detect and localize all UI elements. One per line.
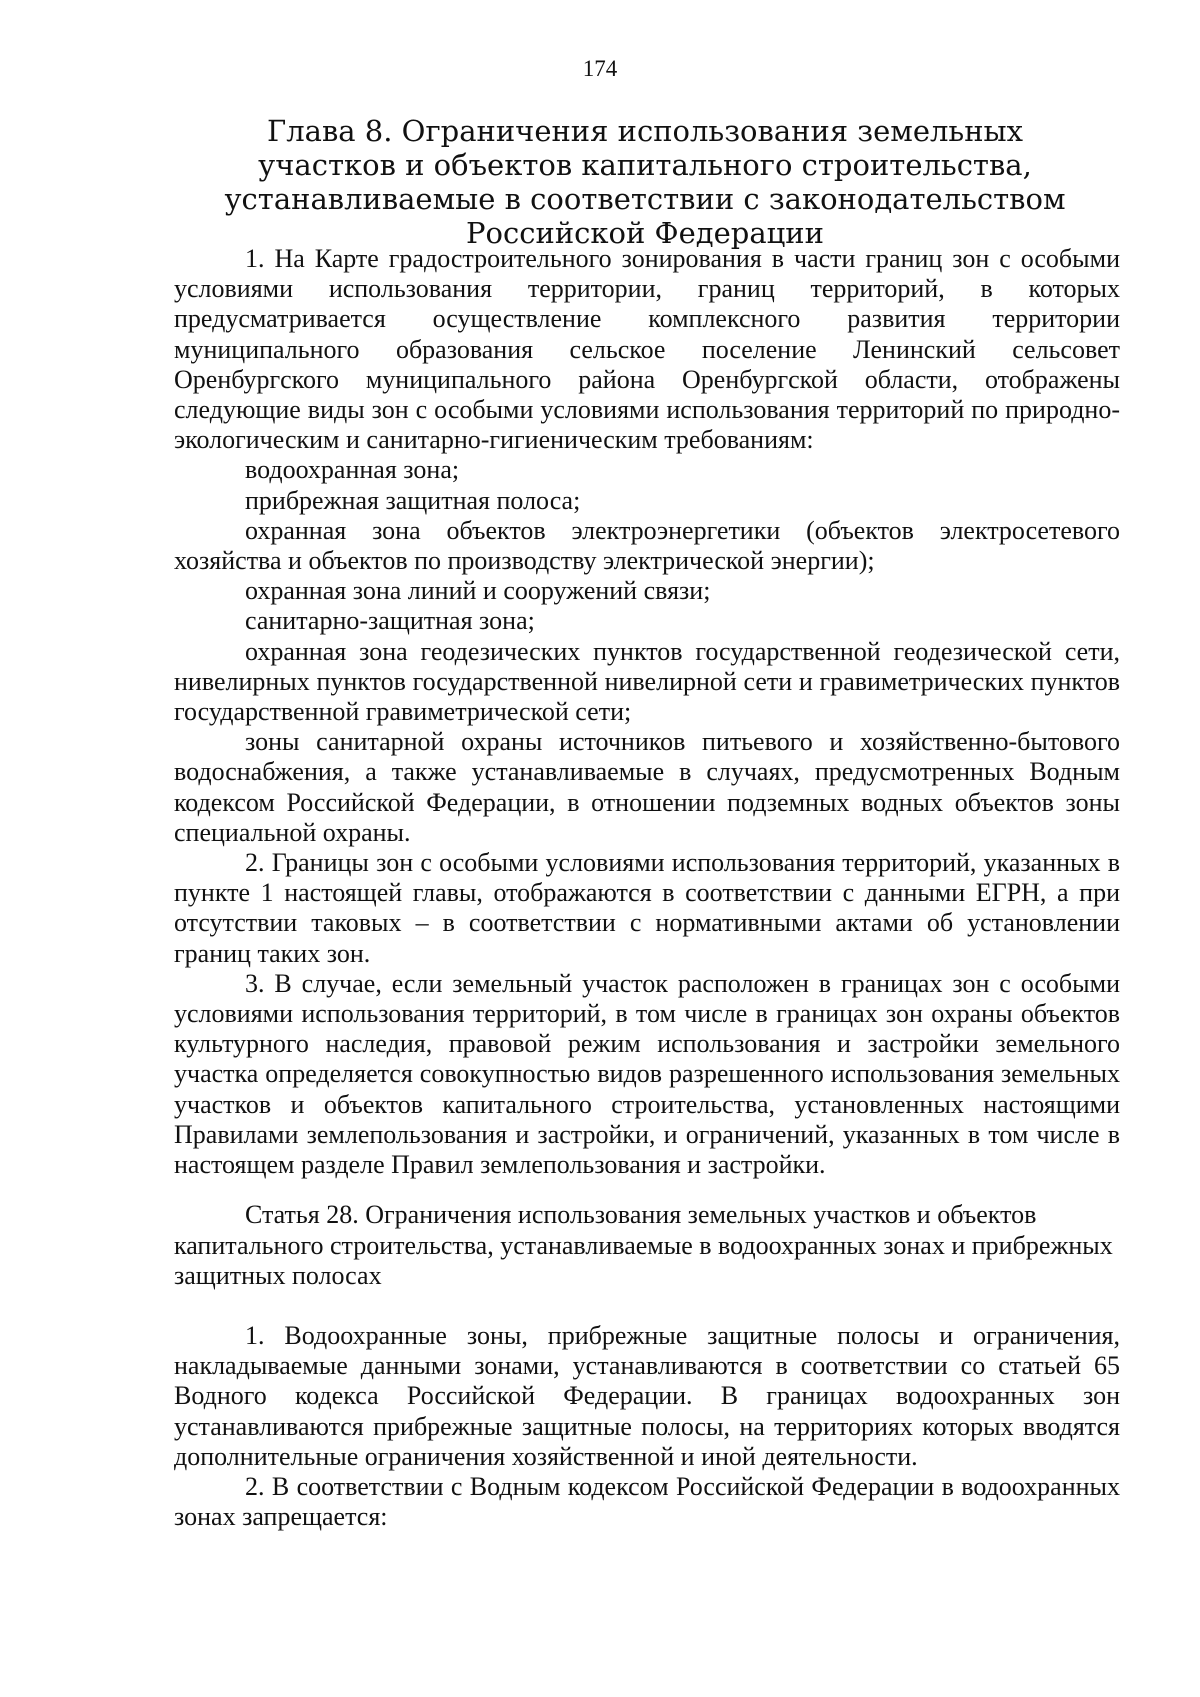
document-body (174, 244, 1120, 1532)
list-item-water-protection-zone: водоохранная зона; (245, 455, 460, 485)
article-paragraph-1: 1. Водоохранные зоны, прибрежные защитные полосы и ограничения, накладываемые данными зонами, устанавливаются в соответствии со статьей 65 Водного кодекса Российской Федерации. В границах водоохранных зон устанавливаются прибрежные защитные полосы, на территориях которых вводятся дополнительные ограничения хозяйственной и иной деятельности. (174, 1320, 1120, 1471)
list-item-coastal-strip: прибрежная защитная полоса; (245, 485, 581, 515)
list-item-sanitary-zone: санитарно-защитная зона; (245, 606, 535, 636)
article-title: Статья 28. Ограничения использования земельных участков и объектов капитального строительства, устанавливаемые в водоохранных зонах и прибрежных защитных полосах (174, 1200, 1113, 1290)
list-item-geodetic-points-zone: охранная зона геодезических пунктов государственной геодезической сети, нивелирных пунктов государственной нивелирной сети и гравиметрических пунктов государственной гравиметрической сети; (174, 636, 1120, 727)
article-paragraph-2: 2. В соответствии с Водным кодексом Российской Федерации в водоохранных зонах запрещается: (174, 1471, 1120, 1532)
paragraph-zones-intro: 1. На Карте градостроительного зонирования в части границ зон с особыми условиями использования территории, границ территорий, в которых предусматривается осуществление комплексного развития территории муниципального образования сельское поселение Ленинский сельсовет Оренбургского муниципального района Оренбургской области, отображены следующие виды зон с особыми условиями использования территорий по природно-экологическим и санитарно-гигиеническим требованиям: (174, 244, 1120, 455)
list-item-power-facilities-zone: охранная зона объектов электроэнергетики (объектов электросетевого хозяйства и объектов по производству электрической энергии); (174, 515, 1120, 576)
paragraph-legal-regime: 3. В случае, если земельный участок расположен в границах зон с особыми условиями использования территорий, в том числе в границах зон охраны объектов культурного наследия, правовой режим использования и застройки земельного участка определяется совокупностью видов разрешенного использования земельных участков и объектов капитального строительства, установленных настоящими Правилами землепользования и застройки, и ограничений, указанных в том числе в настоящем разделе Правил землепользования и застройки. (174, 968, 1120, 1180)
chapter-title: Глава 8. Ограничения использования земельных участков и объектов капитального строительства, устанавливаемые в соответствии с законодательством Российской Федерации (224, 114, 1066, 250)
paragraph-zone-boundaries: 2. Границы зон с особыми условиями использования территорий, указанных в пункте 1 настоящей главы, отображаются в соответствии с данными ЕГРН, а при отсутствии таковых – в соответствии с нормативными актами об установлении границ таких зон. (174, 848, 1120, 968)
list-item-water-supply-sanitary-zones: зоны санитарной охраны источников питьевого и хозяйственно-бытового водоснабжения, а также устанавливаемые в случаях, предусмотренных Водным кодексом Российской Федерации, в отношении подземных водных объектов зоны специальной охраны. (174, 727, 1120, 847)
list-item-communication-lines-zone: охранная зона линий и сооружений связи; (245, 576, 711, 606)
page-number: 174 (582, 56, 618, 81)
